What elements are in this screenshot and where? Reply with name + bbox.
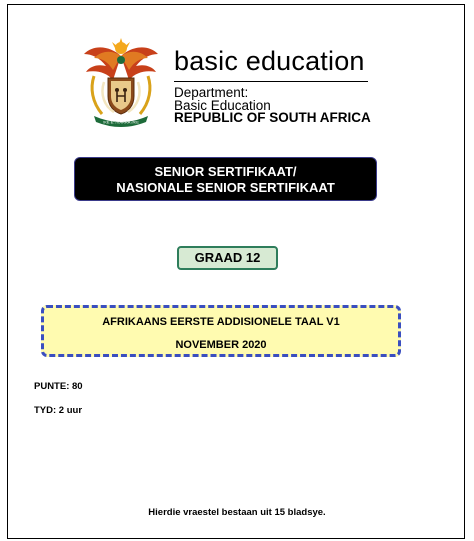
time-label: TYD: 2 uur <box>34 405 83 416</box>
certificate-banner <box>74 157 377 201</box>
certificate-line-1: SENIOR SERTIFIKAAT/ <box>154 164 297 179</box>
grade-badge: GRAAD 12 <box>177 246 278 270</box>
country-name: REPUBLIC OF SOUTH AFRICA <box>174 110 371 125</box>
paper-subject: AFRIKAANS EERSTE ADDISIONELE TAAL V1 <box>102 316 340 328</box>
department-name: Basic Education <box>174 98 271 113</box>
coat-of-arms-emblem <box>80 36 162 130</box>
paper-info-box <box>41 305 401 357</box>
page-count-note: Hierdie vraestel bestaan uit 15 bladsye. <box>148 507 326 518</box>
paper-date: NOVEMBER 2020 <box>175 339 267 351</box>
department-label: Department: <box>174 85 249 100</box>
certificate-line-2: NASIONALE SENIOR SERTIFIKAAT <box>116 180 335 195</box>
brand-title: basic education <box>174 46 365 76</box>
brand-underline <box>174 81 368 82</box>
marks-label: PUNTE: 80 <box>34 381 83 392</box>
emblem-motto: !KE E: /XARRA //KE <box>103 119 139 125</box>
